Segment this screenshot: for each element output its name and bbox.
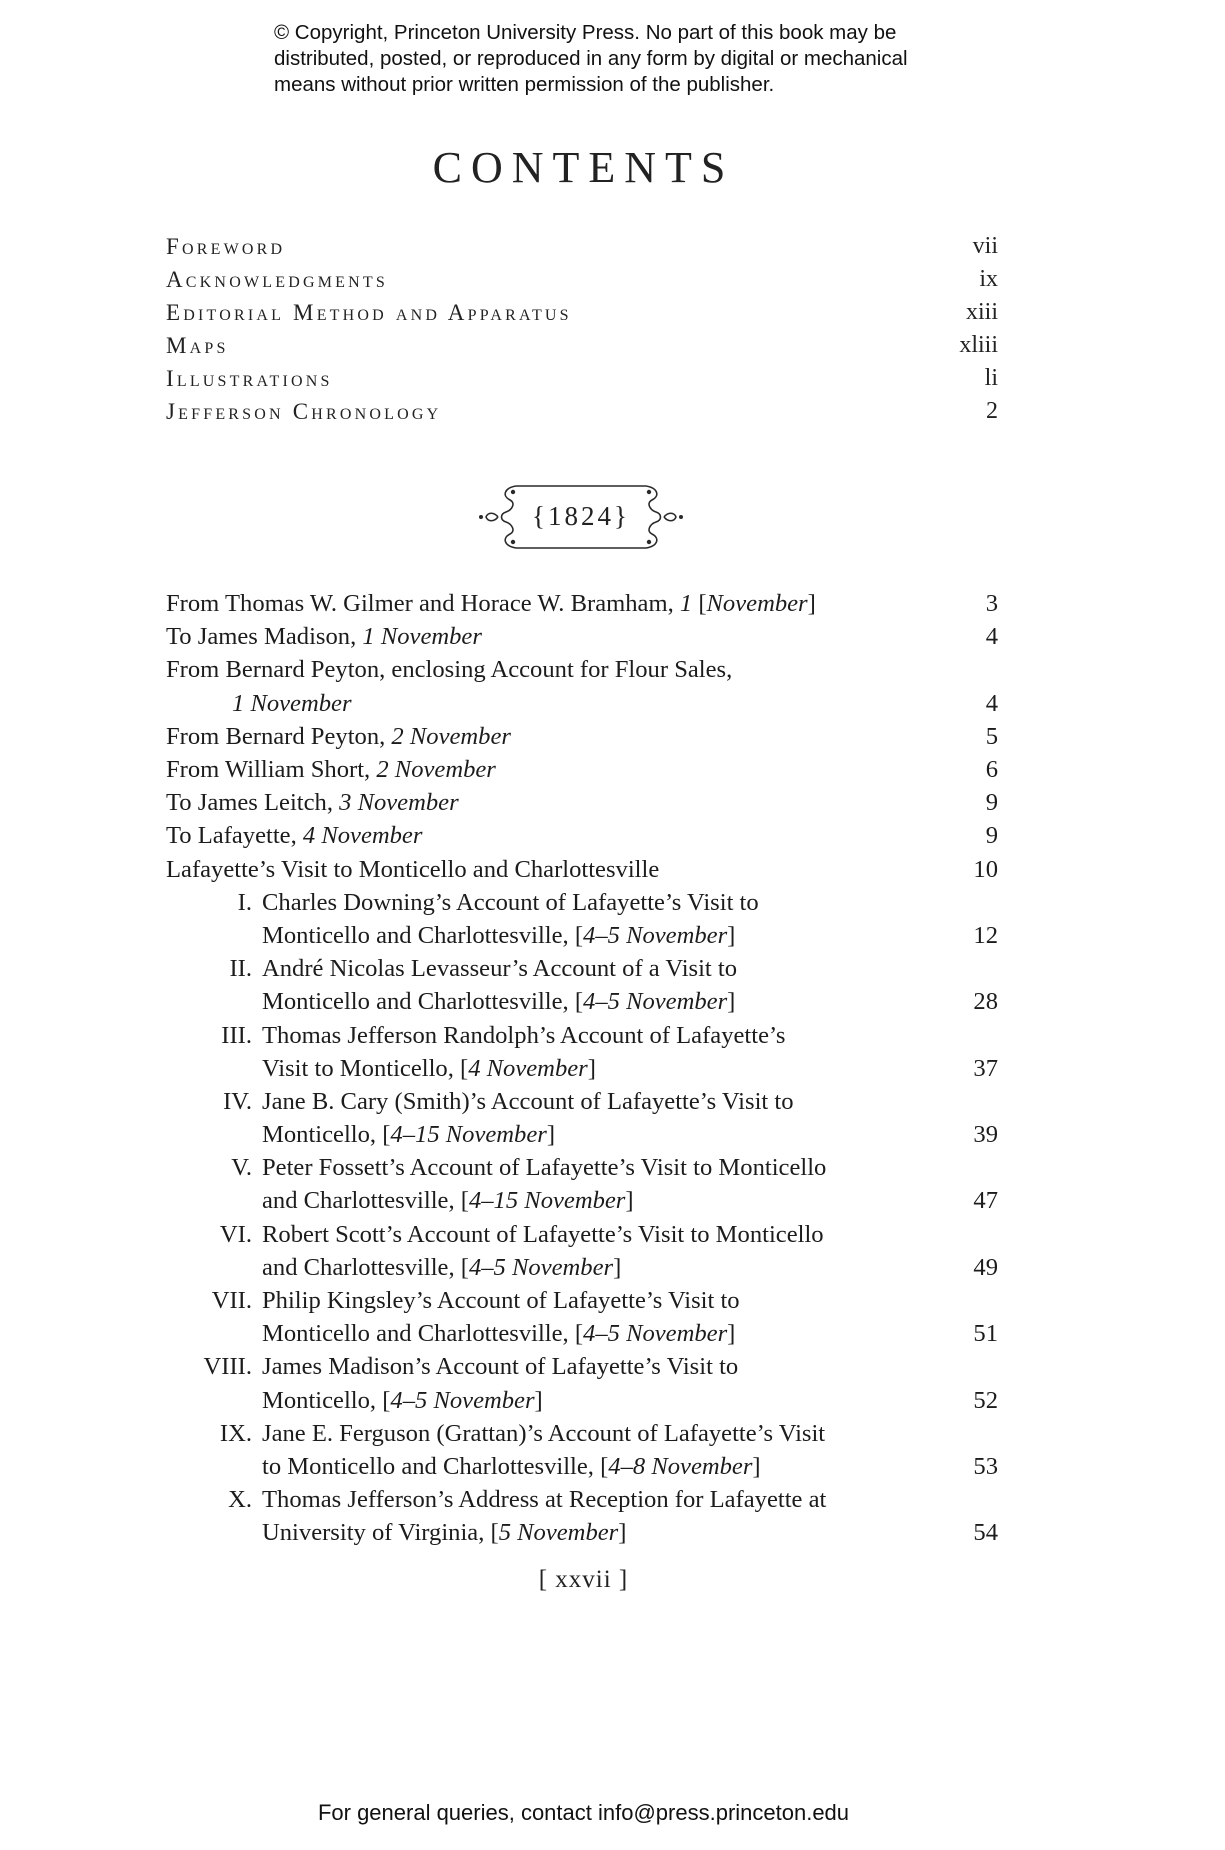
entry-page: 39 — [973, 1121, 998, 1149]
entry-bracket: ] — [534, 1386, 543, 1414]
front-matter-list — [166, 230, 998, 428]
entry-title: From Bernard Peyton, — [166, 722, 392, 750]
entry-title: Thomas Jefferson’s Address at Reception for Lafayette at — [262, 1486, 827, 1514]
entry-title: From Thomas W. Gilmer and Horace W. Bramham, — [166, 590, 680, 618]
entry-page: 53 — [973, 1452, 998, 1480]
entry-page: 6 — [985, 755, 998, 783]
entry-title: Philip Kingsley’s Account of Lafayette’s Visit to — [262, 1287, 740, 1315]
roman-numeral: I. — [237, 888, 252, 916]
entry-page: 47 — [973, 1187, 998, 1215]
copyright-line: © Copyright, Princeton University Press. No part of this book may be — [274, 21, 897, 44]
entry-title: To James Leitch, — [166, 789, 340, 817]
entry-page: 4 — [985, 689, 998, 717]
entry-date: 4–15 November — [390, 1121, 547, 1149]
sub-entry — [166, 1151, 998, 1217]
front-matter-label: Acknowledgments — [166, 267, 388, 292]
entry-page: 37 — [973, 1054, 998, 1082]
front-matter-label: Editorial Method and Apparatus — [166, 300, 572, 325]
entry-page: 4 — [985, 623, 998, 651]
entry-page: 12 — [973, 921, 998, 949]
front-matter-page: 2 — [986, 398, 998, 424]
front-matter-label: Maps — [166, 333, 229, 358]
sub-entry — [166, 952, 998, 1018]
entry-title: Lafayette’s Visit to Monticello and Charlottesville — [166, 855, 660, 883]
entry-date: 4–5 November — [583, 921, 728, 949]
list-item — [166, 753, 998, 786]
entry-title: Monticello, [ — [262, 1121, 391, 1149]
entry-title: Jane E. Ferguson (Grattan)’s Account of Lafayette’s Visit — [262, 1419, 826, 1447]
entry-bracket: ] — [727, 1320, 736, 1348]
entry-page: 49 — [973, 1253, 998, 1281]
roman-numeral: II. — [229, 955, 252, 983]
entry-date: 1 November — [232, 689, 352, 717]
front-matter-item — [166, 263, 998, 296]
front-matter-page: xliii — [959, 332, 998, 358]
entry-date: 4–15 November — [468, 1187, 626, 1215]
front-matter-page: xiii — [965, 299, 998, 325]
entry-bracket: ] — [546, 1121, 556, 1149]
sub-entry — [166, 1218, 998, 1284]
entry-page: 28 — [973, 988, 998, 1016]
roman-numeral: X. — [228, 1486, 252, 1514]
list-item — [166, 653, 998, 719]
entry-date: 4–5 November — [583, 988, 728, 1016]
front-matter-page: vii — [972, 233, 998, 259]
entry-title: Jane B. Cary (Smith)’s Account of Lafayette’s Visit to — [262, 1087, 794, 1115]
roman-numeral: IV. — [223, 1087, 252, 1115]
entry-title: To James Madison, — [166, 623, 363, 651]
sub-entry — [166, 1417, 998, 1483]
entry-page: 9 — [985, 822, 998, 850]
entry-date: 4 November — [468, 1054, 588, 1082]
list-item — [166, 587, 998, 620]
entry-bracket: ] — [807, 590, 816, 618]
entry-title: To Lafayette, — [166, 822, 303, 850]
roman-numeral: IX. — [219, 1419, 252, 1447]
copyright-notice — [274, 20, 1034, 98]
front-matter-page: li — [984, 365, 998, 391]
entry-page: 52 — [973, 1386, 998, 1414]
entry-date: November — [706, 590, 808, 618]
front-matter-item — [166, 329, 998, 362]
entry-title: Robert Scott’s Account of Lafayette’s Visit to Monticello — [262, 1220, 824, 1248]
entry-title: to Monticello and Charlottesville, [ — [262, 1452, 609, 1480]
entry-page: 54 — [973, 1519, 998, 1547]
entry-title: University of Virginia, [ — [262, 1519, 499, 1547]
front-matter-item — [166, 395, 998, 428]
entry-title: Thomas Jefferson Randolph’s Account of Lafayette’s — [262, 1021, 786, 1049]
entry-page: 51 — [973, 1320, 998, 1348]
contents-list — [166, 587, 998, 1550]
sub-entry — [166, 886, 998, 952]
front-matter-item — [166, 296, 998, 329]
entry-date: 2 November — [391, 722, 511, 750]
entry-date: 4–5 November — [583, 1320, 728, 1348]
sub-entry — [166, 1350, 998, 1416]
entry-page: 3 — [985, 590, 998, 617]
entry-title: Peter Fossett’s Account of Lafayette’s Visit to Monticello — [262, 1154, 827, 1182]
entry-title: From William Short, — [166, 756, 377, 783]
roman-numeral: VIII. — [203, 1353, 252, 1381]
entry-title: Monticello and Charlottesville, [ — [262, 921, 584, 949]
year-heading — [476, 482, 686, 552]
roman-numeral: VI. — [219, 1220, 252, 1248]
entry-title: Monticello, [ — [262, 1386, 391, 1414]
entry-date: 2 November — [376, 756, 496, 783]
list-item — [166, 620, 998, 653]
entry-bracket: [ — [692, 590, 707, 618]
roman-numeral: V. — [231, 1154, 252, 1182]
page-number: [ xxvii ] — [538, 1566, 629, 1593]
footer-contact: For general queries, contact info@press.princeton.edu — [317, 1800, 850, 1825]
roman-numeral: VII. — [211, 1287, 252, 1315]
entry-bracket: ] — [625, 1187, 634, 1215]
entry-date: 4–5 November — [468, 1253, 614, 1281]
list-item — [166, 720, 998, 753]
entry-date: 1 November — [362, 623, 482, 651]
sub-entry — [166, 1483, 998, 1549]
sub-entry — [166, 1284, 998, 1350]
sub-entry — [166, 1085, 998, 1151]
sub-entry — [166, 1019, 998, 1085]
entry-bracket: ] — [618, 1519, 627, 1547]
list-item — [166, 853, 998, 886]
entry-date: 4–8 November — [608, 1452, 753, 1480]
entry-page: 9 — [985, 789, 998, 817]
entry-title: Monticello and Charlottesville, [ — [262, 1320, 584, 1348]
entry-date: 1 — [679, 590, 693, 618]
front-matter-page: ix — [979, 266, 998, 292]
front-matter-label: Illustrations — [166, 366, 333, 391]
page-title: CONTENTS — [432, 143, 735, 192]
front-matter-item — [166, 230, 998, 263]
entry-date: 5 November — [498, 1519, 619, 1547]
entry-page: 5 — [985, 722, 998, 750]
entry-title: From Bernard Peyton, enclosing Account for Flour Sales, — [166, 656, 733, 684]
entry-title: Monticello and Charlottesville, [ — [262, 988, 584, 1016]
entry-bracket: ] — [727, 921, 736, 949]
entry-bracket: ] — [613, 1253, 622, 1281]
entry-page: 10 — [973, 855, 998, 883]
entry-date: 4–5 November — [390, 1386, 535, 1414]
front-matter-label: Jefferson Chronology — [166, 399, 442, 424]
entry-title: and Charlottesville, [ — [262, 1187, 469, 1215]
front-matter-label: Foreword — [166, 234, 286, 259]
front-matter-item — [166, 362, 998, 395]
entry-bracket: ] — [727, 988, 736, 1016]
list-item — [166, 786, 998, 819]
entry-title: and Charlottesville, [ — [262, 1253, 469, 1281]
entry-title: Visit to Monticello, [ — [262, 1054, 469, 1082]
entry-title: André Nicolas Levasseur’s Account of a Visit to — [262, 955, 738, 983]
year-label: {1824} — [532, 501, 630, 531]
entry-date: 4 November — [302, 822, 423, 850]
entry-date: 3 November — [339, 789, 459, 817]
copyright-line: distributed, posted, or reproduced in any form by digital or mechanical — [274, 47, 908, 70]
copyright-line: means without prior written permission of the publisher. — [274, 73, 775, 96]
entry-bracket: ] — [587, 1054, 596, 1082]
entry-title: Charles Downing’s Account of Lafayette’s Visit to — [262, 888, 759, 916]
entry-title: James Madison’s Account of Lafayette’s Visit to — [262, 1353, 739, 1381]
list-item — [166, 819, 998, 852]
roman-numeral: III. — [221, 1021, 252, 1049]
entry-bracket: ] — [752, 1452, 761, 1480]
